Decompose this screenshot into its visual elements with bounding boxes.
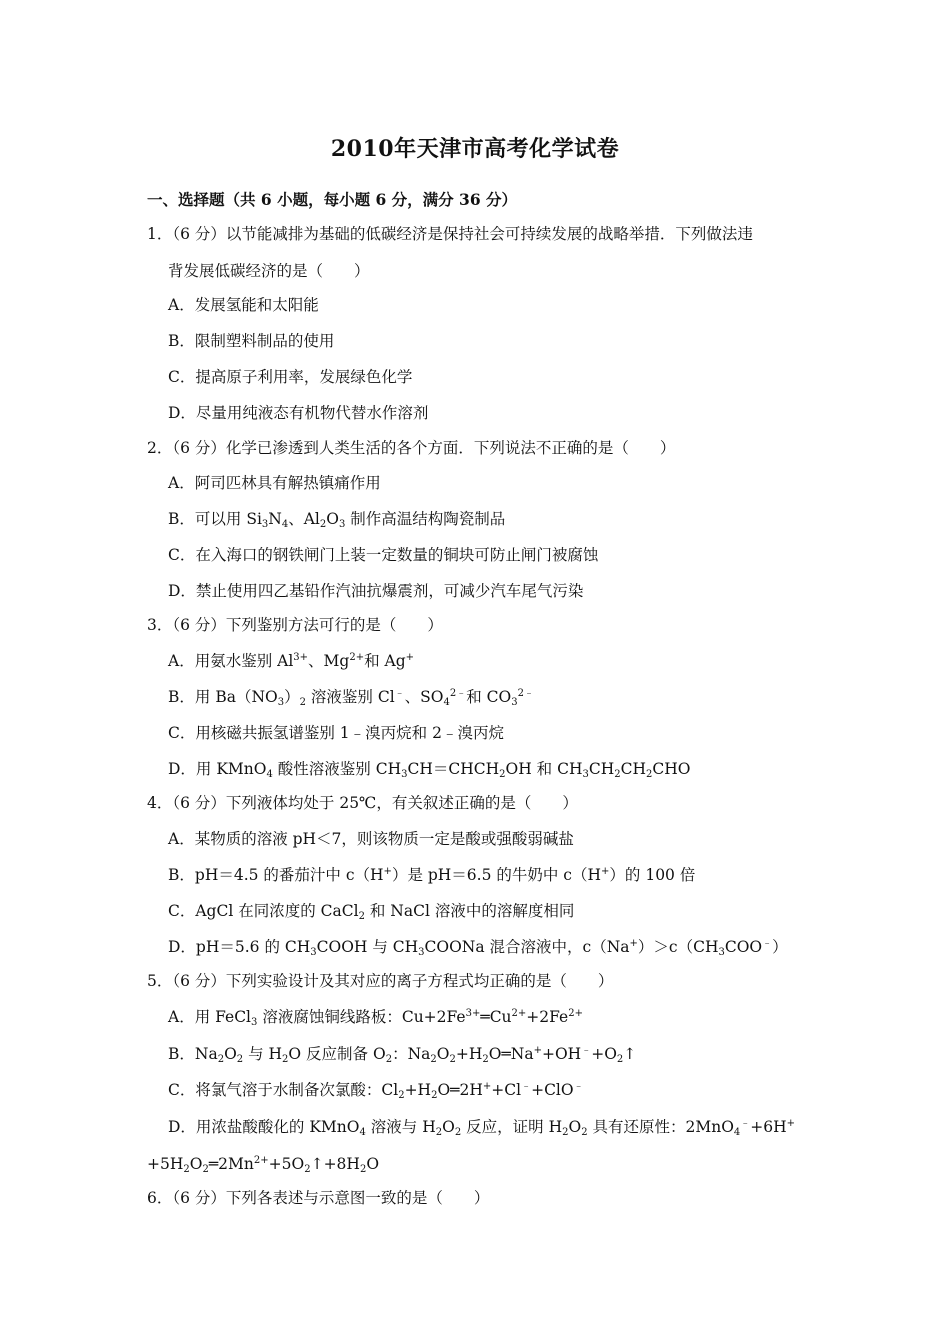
question-3-option-c: C．用核磁共振氢谱鉴别 1﹣溴丙烷和 2﹣溴丙烷 xyxy=(168,724,504,742)
question-5-option-c: C．将氯气溶于水制备次氯酸：$Cl_2+H_2O═2H^++Cl^﹣+ClO^﹣$ xyxy=(168,1081,584,1101)
section-heading: 一、选择题（共 6 小题，每小题 6 分，满分 36 分） xyxy=(147,190,518,209)
question-1-stem: 1．（6 分）以节能减排为基础的低碳经济是保持社会可持续发展的战略举措．下列做法违 xyxy=(147,225,753,243)
question-3-option-b: B．用 $Ba(NO_3)_2$ 溶液鉴别 Cl﹣、$SO_4^{2﹣}$和 $CO_3^{2﹣}$ xyxy=(168,688,534,708)
question-2-stem: 2．（6 分）化学已渗透到人类生活的各个方面．下列说法不正确的是（ ） xyxy=(147,439,676,457)
question-3-stem: 3．（6 分）下列鉴别方法可行的是（ ） xyxy=(147,616,443,634)
question-2-option-a: A．阿司匹林具有解热镇痛作用 xyxy=(168,474,381,492)
question-1-stem-cont: 背发展低碳经济的是（ ） xyxy=(168,262,370,280)
question-2-option-c: C．在入海口的钢铁闸门上装一定数量的铜块可防止闸门被腐蚀 xyxy=(168,546,599,564)
question-1-option-c: C．提高原子利用率，发展绿色化学 xyxy=(168,368,413,386)
question-4-stem: 4．（6 分）下列液体均处于 25℃，有关叙述正确的是（ ） xyxy=(147,794,578,812)
question-2-option-b: B．可以用 $Si_3N_4$、$Al_2O_3$ 制作高温结构陶瓷制品 xyxy=(168,510,506,530)
page-title: 2010年天津市高考化学试卷 xyxy=(330,136,620,162)
question-3-option-d: D．用 KMnO$_4$ 酸性溶液鉴别 $CH_3CH=CHCH_2OH$ 和 $CH_3CH_2CH_2CHO$ xyxy=(168,760,691,780)
question-5-option-a: A．用 FeCl$_3$ 溶液腐蚀铜线路板：$Cu+2Fe^{3+}═Cu^{2+}+2Fe^{2+}$ xyxy=(168,1008,583,1028)
question-4-option-d: D．pH＝5.6 的 $CH_3COOH$ 与 $CH_3COONa$ 混合溶液中，$c(Na^+)>c(CH_3COO^﹣)$ xyxy=(168,938,788,958)
question-1-option-d: D．尽量用纯液态有机物代替水作溶剂 xyxy=(168,404,429,422)
question-3-option-a: A．用氨水鉴别 $Al^{3+}$、$Mg^{2+}$和 Ag+ xyxy=(168,652,415,670)
question-5-option-d: D．用浓盐酸酸化的 KMnO$_4$ 溶液与 $H_2O_2$ 反应，证明 $H_2O_2$ 具有还原性：2MnO$_4$﹣+6H+ xyxy=(168,1118,796,1138)
question-5-option-b: B．$Na_2O_2$ 与 $H_2O$ 反应制备 $O_2$：$Na_2O_2+H_2O═Na^++OH^﹣+O_2↑$ xyxy=(168,1045,637,1065)
question-4-option-b: B．pH＝4.5 的番茄汁中 c（H+）是 pH＝6.5 的牛奶中 c（H+）的 100 倍 xyxy=(168,866,696,884)
question-1-option-b: B．限制塑料制品的使用 xyxy=(168,332,335,350)
question-4-option-c: C．AgCl 在同浓度的 CaCl$_2$ 和 NaCl 溶液中的溶解度相同 xyxy=(168,902,575,922)
question-4-option-a: A．某物质的溶液 pH＜7，则该物质一定是酸或强酸弱碱盐 xyxy=(168,830,574,848)
question-6-stem: 6．（6 分）下列各表述与示意图一致的是（ ） xyxy=(147,1189,490,1207)
question-5-stem: 5．（6 分）下列实验设计及其对应的离子方程式均正确的是（ ） xyxy=(147,972,614,990)
question-5-option-d-cont: $+5H_2O_2═2Mn^{2+}+5O_2↑+8H_2O$ xyxy=(147,1155,380,1175)
question-2-option-d: D．禁止使用四乙基铅作汽油抗爆震剂，可减少汽车尾气污染 xyxy=(168,582,584,600)
question-1-option-a: A．发展氢能和太阳能 xyxy=(168,296,319,314)
